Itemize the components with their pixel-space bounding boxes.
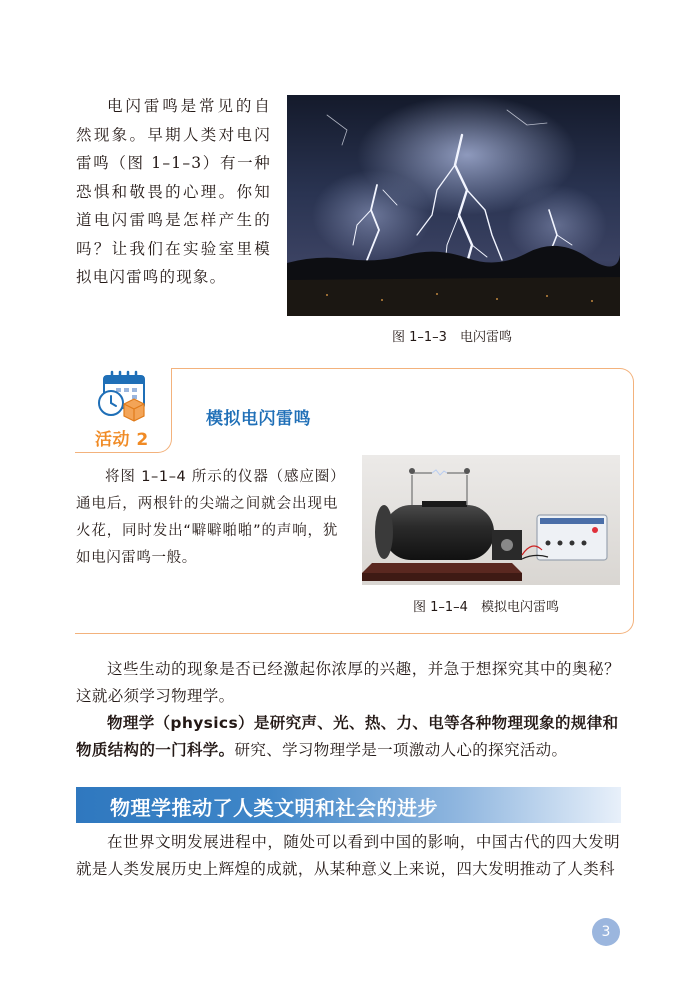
- lightning-photo: [287, 95, 620, 316]
- calendar-clock-box-icon: [94, 370, 150, 424]
- section-title: 物理学推动了人类文明和社会的进步: [110, 796, 438, 820]
- activity-label: 活动 2: [95, 430, 149, 450]
- induction-coil-photo: [362, 455, 620, 585]
- figure-2-caption: 图 1–1–4 模拟电闪雷鸣: [413, 600, 559, 615]
- body-paragraph-1: 这些生动的现象是否已经激起你浓厚的兴趣，并急于想探究其中的奥秘？这就必须学习物理学。: [76, 660, 620, 705]
- body-paragraph-2: [76, 710, 620, 764]
- physics-definition-rest: 研究、学习物理学是一项激动人心的探究活动。: [234, 741, 568, 759]
- figure-1-caption: 图 1–1–3 电闪雷鸣: [392, 330, 512, 345]
- body-paragraph-3: 在世界文明发展进程中，随处可以看到中国的影响，中国古代的四大发明就是人类发展历史上辉煌的成就，从某种意义上来说，四大发明推动了人类科: [76, 833, 620, 878]
- lightning-illustration: [287, 95, 620, 316]
- intro-paragraph: 电闪雷鸣是常见的自然现象。早期人类对电闪雷鸣（图 1–1–3）有一种恐惧和敬畏的心理。你知道电闪雷鸣是怎样产生的吗？让我们在实验室里模拟电闪雷鸣的现象。: [76, 97, 271, 286]
- induction-coil-illustration: [362, 455, 620, 585]
- physics-definition: 物理学（physics）是研究声、光、热、力、电等各种物理现象的规律和物质结构的一门科学。: [76, 714, 619, 759]
- activity-description: 将图 1–1–4 所示的仪器（感应圈）通电后，两根针的尖端之间就会出现电火花，同时发出“噼噼啪啪”的声响，犹如电闪雷鸣一般。: [76, 469, 338, 566]
- activity-title: 模拟电闪雷鸣: [206, 409, 311, 429]
- page-number: 3: [592, 918, 620, 946]
